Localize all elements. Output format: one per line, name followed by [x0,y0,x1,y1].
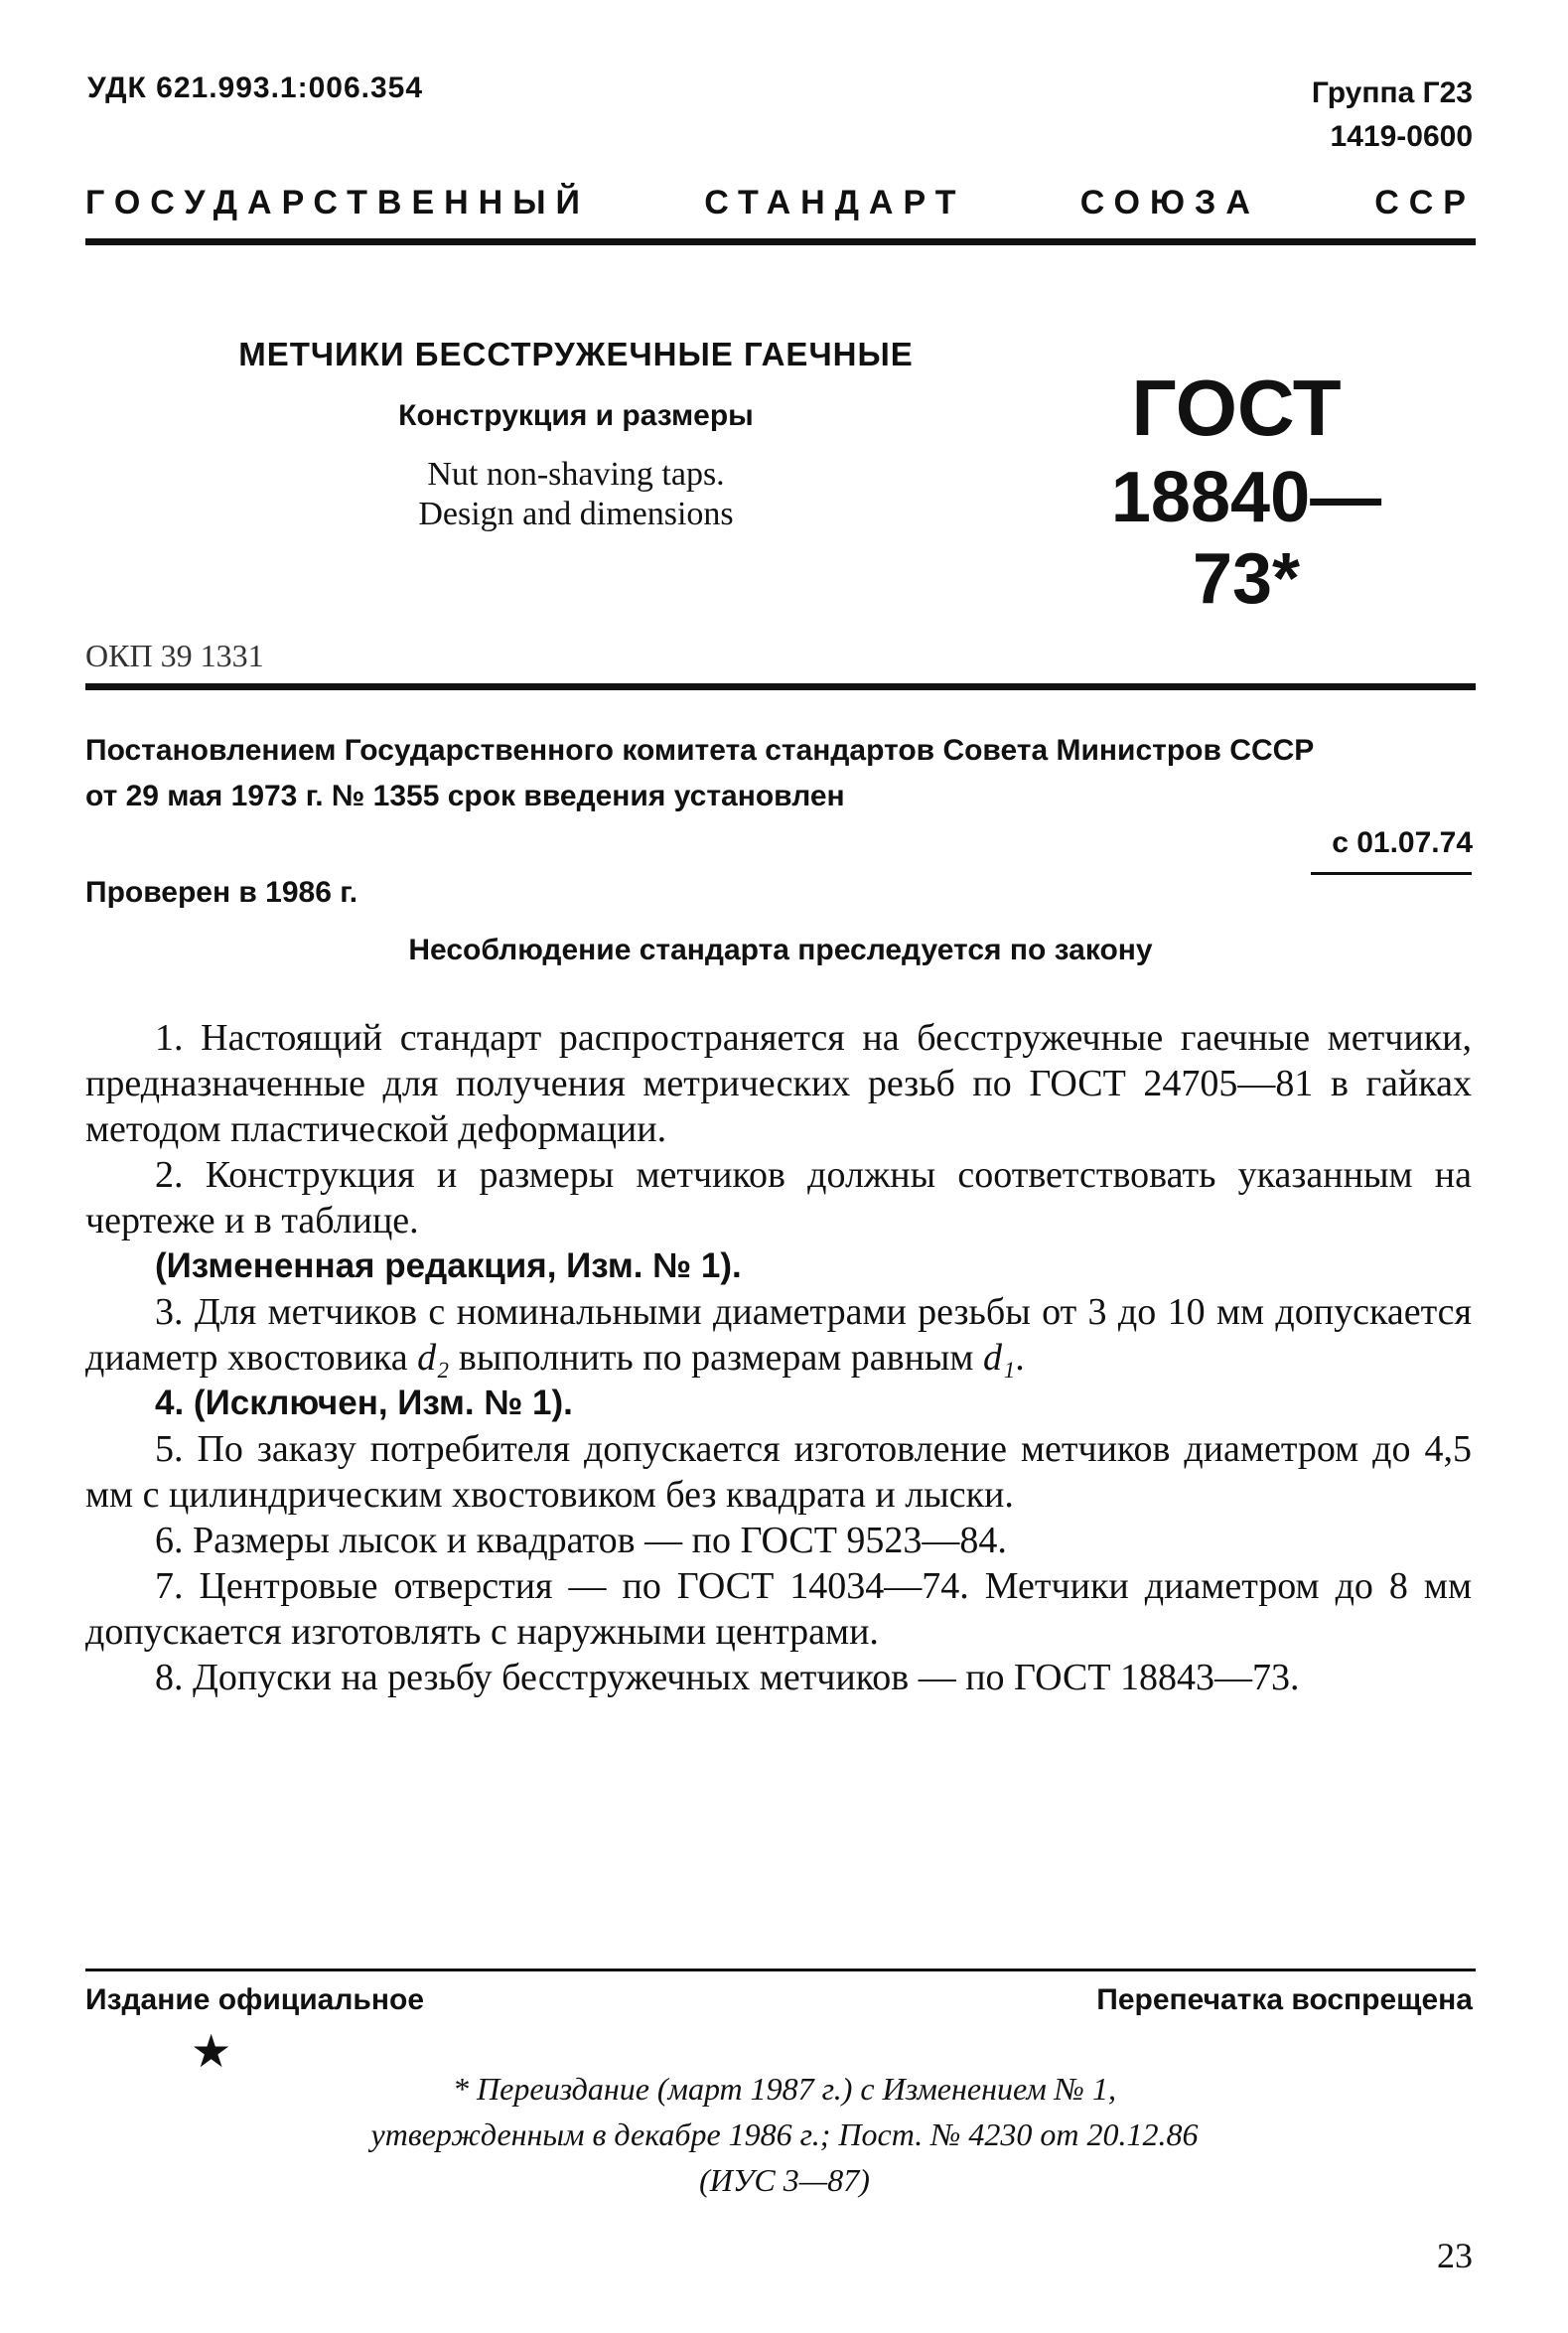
noncompliance-notice: Несоблюдение стандарта преследуется по закону [408,934,1153,966]
group-label: Группа Г23 [1311,76,1473,109]
state-word-3: СОЮЗА [1079,184,1260,221]
clause-7: 7. Центровые отверстия — по ГОСТ 14034—74. Метчики диаметром до 8 мм допускается изготовлять с наружными центрами. [85,1565,1472,1653]
state-word-4: ССР [1374,184,1476,221]
date-underline [1311,872,1472,875]
clause-6: 6. Размеры лысок и квадратов — по ГОСТ 9523—84. [155,1520,1007,1561]
group-code: 1419-0600 [1330,120,1473,153]
title-block [218,336,933,534]
okp-code: ОКП 39 1331 [85,638,264,673]
clauses-body [85,1015,1472,1700]
symbol-d2: d₂ [417,1337,450,1379]
clause-5: 5. По заказу потребителя допускается изготовление метчиков диаметром до 4,5 мм с цилиндрическим хвостовиком без квадрата и лыски. [85,1428,1472,1516]
gost-label: ГОСТ [1131,364,1342,452]
decree-line-2: от 29 мая 1973 г. № 1355 срок введения установлен [85,780,845,812]
header-rule [85,238,1476,245]
reissue-line-1: * Переиздание (март 1987 г.) с Изменением № 1, [453,2071,1116,2107]
introduction-date: с 01.07.74 [1332,826,1473,859]
state-standard-heading [85,184,1476,222]
clause-3 [85,1289,1472,1381]
document-subtitle: Конструкция и размеры [398,399,754,432]
symbol-d1: d₁ [982,1337,1016,1379]
reissue-note [199,2066,1370,2203]
udk-code: УДК 621.993.1:006.354 [87,72,424,104]
decree-text [85,728,1476,819]
state-word-1: ГОСУДАРСТВЕННЫЙ [85,184,590,221]
state-word-2: СТАНДАРТ [704,184,966,221]
group-info [1312,72,1473,159]
page-number: 23 [1437,2236,1473,2275]
clause-2-amendment: (Измененная редакция, Изм. № 1). [155,1246,742,1285]
clause-3-text-1: 3. Для метчиков с номинальными диаметрами резьбы от 3 до 10 мм допускается диаметр хвостовика [85,1291,1472,1379]
reissue-line-3: (ИУС 3—87) [699,2162,870,2198]
english-title-line-1: Nut non-shaving taps. [427,456,725,493]
okp-rule [85,683,1476,690]
reissue-line-2: утвержденным в декабре 1986 г.; Пост. № 4230 от 20.12.86 [370,2116,1199,2152]
clause-8: 8. Допуски на резьбу бесстружечных метчиков — по ГОСТ 18843—73. [155,1657,1300,1698]
star-icon: ★ [191,2026,232,2077]
clause-2: 2. Конструкция и размеры метчиков должны соответствовать указанным на чертеже и в таблице. [85,1154,1472,1241]
checked-year: Проверен в 1986 г. [85,876,358,909]
official-edition: Издание официальное [85,1983,425,2016]
reprint-prohibited: Перепечатка воспрещена [1096,1983,1473,2016]
clause-3-end: . [1015,1337,1025,1379]
english-title-line-2: Design and dimensions [418,496,734,532]
clause-3-text-2: выполнить по размерам равным [449,1337,983,1379]
document-title: МЕТЧИКИ БЕССТРУЖЕЧНЫЕ ГАЕЧНЫЕ [238,336,914,372]
gost-number: 18840—73* [1110,458,1382,619]
clause-1: 1. Настоящий стандарт распространяется на бесстружечные гаечные метчики, предназначенные для получения метрических резьб по ГОСТ 24705—81 в гайках методом пластической деформации. [85,1017,1472,1150]
decree-line-1: Постановлением Государственного комитета стандартов Совета Министров СССР [85,734,1315,767]
footer-rule [85,1968,1476,1971]
clause-4: 4. (Исключен, Изм. № 1). [155,1384,573,1422]
